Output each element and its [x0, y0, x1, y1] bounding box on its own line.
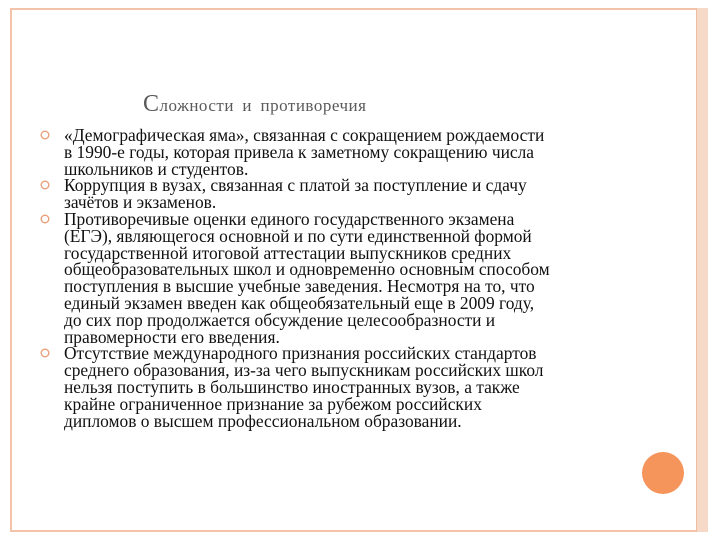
hollow-circle-icon	[40, 180, 50, 190]
text-line: школьников и студентов.	[64, 158, 249, 179]
text-line: государственной итоговой аттестации выпускников средних	[64, 242, 512, 263]
list-item-text	[64, 127, 670, 177]
hollow-circle-icon	[40, 130, 50, 140]
text-line: нельзя поступить в большинство иностранных вузов, а также	[64, 376, 520, 397]
list-item-text	[64, 177, 670, 211]
accent-circle	[642, 452, 684, 494]
list-item-text	[64, 208, 670, 347]
title-word-1-rest: ложности	[159, 96, 234, 115]
hollow-circle-icon	[40, 214, 50, 224]
list-item	[40, 345, 670, 429]
text-line: крайне ограниченное признание за рубежом российских	[64, 393, 482, 414]
list-item	[40, 127, 670, 177]
text-line: Коррупция в вузах, связанная с платой за поступление и сдачу	[64, 175, 527, 196]
text-line: зачётов и экзаменов.	[64, 192, 217, 213]
text-line: в 1990-е годы, которая привела к заметному сокращению числа	[64, 141, 534, 162]
side-decor-band	[696, 8, 708, 532]
slide-title	[143, 82, 366, 119]
text-line: Противоречивые оценки единого государственного экзамена	[64, 208, 515, 229]
hollow-circle-icon	[40, 348, 50, 358]
text-line: до сих пор продолжается обсуждение целесообразности и	[64, 309, 496, 330]
text-line: среднего образования, из-за чего выпускникам российских школ	[64, 360, 544, 381]
text-line: (ЕГЭ), являющегося основной и по сути единственной формой	[64, 225, 532, 246]
title-word-2: и	[242, 96, 253, 115]
bullet-list	[40, 127, 670, 429]
text-line: «Демографическая яма», связанная с сокращением рождаемости	[64, 125, 545, 145]
text-line: правомерности его введения.	[64, 326, 280, 347]
title-word-3: противоречия	[260, 96, 367, 115]
text-line: единый экзамен введен как общеобязательный еще в 2009 году,	[64, 292, 535, 313]
list-item-text	[64, 345, 670, 429]
list-item	[40, 177, 670, 211]
text-line: Отсутствие международного признания российских стандартов	[64, 343, 537, 364]
text-line: поступления в высшие учебные заведения. Несмотря на то, что	[64, 276, 535, 297]
title-first-letter: С	[143, 91, 160, 117]
text-line: общеобразовательных школ и одновременно основным способом	[64, 259, 550, 280]
list-item	[40, 208, 670, 347]
text-line: дипломов о высшем профессиональном образовании.	[64, 410, 462, 431]
